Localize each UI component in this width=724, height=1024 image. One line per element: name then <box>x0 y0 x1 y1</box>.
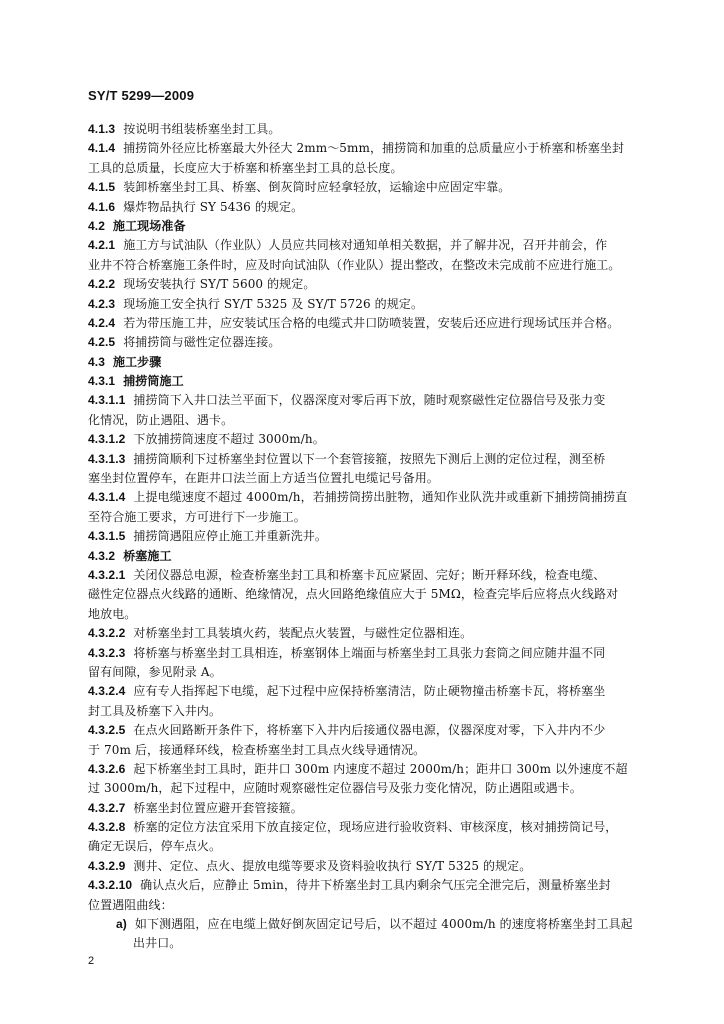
text-line <box>88 876 656 895</box>
text-line <box>88 566 656 585</box>
clause-text: 工具的总质量，长度应大于桥塞和桥塞坐封工具的总长度。 <box>88 160 403 175</box>
section-title: 桥塞施工 <box>123 548 172 563</box>
clause-text: 装卸桥塞坐封工具、桥塞、倒灰筒时应轻拿轻放，运输途中应固定牢靠。 <box>123 180 511 195</box>
clause-text: 在点火回路断开条件下，将桥塞下入井内后接通仪器电源，仪器深度对零，下入井内不少 <box>133 723 606 738</box>
text-line <box>88 488 656 507</box>
clause-number: 4.2 <box>88 218 105 233</box>
section-title: 施工现场准备 <box>112 218 186 233</box>
clause-text: 捕捞筒外径应比桥塞最大外径大 2mm～5mm，捕捞筒和加重的总质量应小于桥塞和桥塞坐封 <box>123 141 625 156</box>
text-line <box>88 391 656 410</box>
text-line <box>88 508 656 527</box>
clause-number: 4.3.1.2 <box>88 432 126 447</box>
clause-text: 测井、定位、点火、提放电缆等要求及资料验收执行 SY/T 5325 的规定。 <box>133 858 532 873</box>
clause-number: 4.3.2.6 <box>88 761 126 776</box>
text-line <box>88 779 656 798</box>
clause-number: 4.2.4 <box>88 315 116 330</box>
clause-text: 施工方与试油队（作业队）人员应共同核对通知单相关数据，并了解井况，召开井前会，作 <box>123 238 608 253</box>
text-line <box>88 527 656 546</box>
text-line <box>88 295 656 314</box>
clause-text: 将桥塞与桥塞坐封工具相连，桥塞钢体上端面与桥塞坐封工具张力套筒之间应随井温不同 <box>133 645 606 660</box>
clause-number: 4.2.1 <box>88 238 116 253</box>
clause-text: 塞坐封位置停车，在距井口法兰面上方适当位置扎电缆记号备用。 <box>88 471 439 486</box>
text-line <box>88 139 656 158</box>
clause-number: 4.3.2.3 <box>88 645 126 660</box>
standard-code-header: SY/T 5299—2009 <box>88 88 195 103</box>
clause-text: 起下桥塞坐封工具时，距井口 300m 内速度不超过 2000m/h；距井口 300m 以外速度不超 <box>133 761 628 776</box>
text-line <box>88 663 656 682</box>
clause-text: 业井不符合桥塞施工条件时，应及时向试油队（作业队）提出整改，在整改未完成前不应进行施工。 <box>88 257 621 272</box>
text-line <box>88 702 656 721</box>
clause-number: 4.3.1.4 <box>88 490 126 505</box>
clause-text: 出井口。 <box>133 936 182 951</box>
text-line <box>88 450 656 469</box>
text-line <box>88 585 656 604</box>
clause-number: 4.1.4 <box>88 141 116 156</box>
section-title: 捕捞筒施工 <box>123 374 184 389</box>
clause-number: 4.2.5 <box>88 335 116 350</box>
clause-text: 将捕捞筒与磁性定位器连接。 <box>123 335 281 350</box>
section-title: 施工步骤 <box>112 354 162 369</box>
clause-number: 4.3.2.7 <box>88 800 126 815</box>
clause-text: 确定无误后，停车点火。 <box>88 839 222 854</box>
clause-text: 地放电。 <box>88 606 137 621</box>
text-line <box>88 411 656 430</box>
text-line <box>88 896 656 915</box>
section-heading <box>88 353 656 372</box>
clause-text: 至符合施工要求，方可进行下一步施工。 <box>88 509 306 524</box>
clause-number: 4.3.2.4 <box>88 684 126 699</box>
clause-text: 位置遇阻曲线： <box>88 897 173 912</box>
clause-text: 如下测遇阻，应在电缆上做好倒灰固定记号后，以不超过 4000m/h 的速度将桥塞坐封工具起 <box>134 917 633 932</box>
clause-text: 化情况，防止遇阻、遇卡。 <box>88 412 234 427</box>
clause-number: 4.3.2.1 <box>88 567 126 582</box>
text-line <box>88 178 656 197</box>
text-line <box>88 430 656 449</box>
text-line <box>88 314 656 333</box>
clause-text: 过 3000m/h，起下过程中，应随时观察磁性定位器信号及张力变化情况，防止遇阻或遇卡。 <box>88 781 582 796</box>
text-line <box>88 837 656 856</box>
clause-number: 4.3.2.8 <box>88 820 126 835</box>
clause-number: a) <box>116 917 127 932</box>
clause-number: 4.3.1.1 <box>88 393 126 408</box>
clause-number: 4.3.1 <box>88 374 116 389</box>
text-line <box>88 818 656 837</box>
clause-number: 4.3.2.10 <box>88 878 133 893</box>
text-line <box>88 624 656 643</box>
clause-text: 对桥塞坐封工具装填火药，装配点火装置，与磁性定位器相连。 <box>133 626 473 641</box>
clause-text: 现场安装执行 SY/T 5600 的规定。 <box>123 277 316 292</box>
clause-number: 4.3.2.5 <box>88 723 126 738</box>
text-line <box>88 721 656 740</box>
clause-text: 封工具及桥塞下入井内。 <box>88 703 222 718</box>
clause-text: 磁性定位器点火线路的通断、绝缘情况，点火回路绝缘值应大于 5MΩ，检查完毕后应将点火线路对 <box>88 587 619 602</box>
clause-text: 若为带压施工井，应安装试压合格的电缆式井口防喷装置，安装后还应进行现场试压并合格。 <box>123 315 620 330</box>
section-heading <box>88 217 656 236</box>
clause-number: 4.3 <box>88 354 105 369</box>
text-line <box>88 120 656 139</box>
clause-number: 4.3.2 <box>88 548 116 563</box>
text-line <box>88 682 656 701</box>
clause-number: 4.1.6 <box>88 199 116 214</box>
text-line <box>88 760 656 779</box>
text-line <box>88 857 656 876</box>
text-line <box>88 799 656 818</box>
section-heading <box>88 372 656 391</box>
clause-number: 4.1.5 <box>88 180 116 195</box>
clause-text: 桥塞的定位方法宜采用下放直接定位，现场应进行验收资料、审核深度，核对捕捞筒记号， <box>133 820 618 835</box>
clause-text: 桥塞坐封位置应避开套管接箍。 <box>133 800 303 815</box>
text-line <box>88 159 656 178</box>
clause-text: 捕捞筒遇阻应停止施工并重新洗井。 <box>133 529 328 544</box>
text-line <box>88 915 656 934</box>
clause-text: 捕捞筒顺利下过桥塞坐封位置以下一个套管接箍，按照先下测后上测的定位过程，测至桥 <box>133 451 606 466</box>
text-line <box>88 605 656 624</box>
clause-text: 按说明书组装桥塞坐封工具。 <box>123 122 281 136</box>
text-line <box>88 741 656 760</box>
text-line <box>88 198 656 217</box>
clause-text: 上提电缆速度不超过 4000m/h，若捕捞筒捞出脏物，通知作业队洗井或重新下捕捞筒捕捞直 <box>133 490 628 505</box>
clause-text: 留有间隙，参见附录 A。 <box>88 664 222 679</box>
clause-text: 于 70m 后，接通释环线，检查桥塞坐封工具点火线导通情况。 <box>88 742 426 757</box>
text-line <box>88 934 656 953</box>
clause-number: 4.3.1.3 <box>88 451 126 466</box>
section-heading <box>88 547 656 566</box>
clause-text: 关闭仪器总电源，检查桥塞坐封工具和桥塞卡瓦应紧固、完好；断开释环线，检查电缆、 <box>133 567 606 582</box>
clause-text: 爆炸物品执行 SY 5436 的规定。 <box>123 199 304 214</box>
clause-text: 确认点火后，应静止 5min，待井下桥塞坐封工具内剩余气压完全泄完后，测量桥塞坐封 <box>140 878 611 893</box>
text-line <box>88 236 656 255</box>
text-line <box>88 644 656 663</box>
clause-text: 捕捞筒下入井口法兰平面下，仪器深度对零后再下放，随时观察磁性定位器信号及张力变 <box>133 393 606 408</box>
text-line <box>88 469 656 488</box>
text-line <box>88 256 656 275</box>
clause-number: 4.1.3 <box>88 122 116 136</box>
clause-number: 4.3.2.9 <box>88 858 126 873</box>
clause-number: 4.2.2 <box>88 277 116 292</box>
text-line <box>88 333 656 352</box>
clause-number: 4.3.2.2 <box>88 626 126 641</box>
document-body <box>88 120 656 954</box>
clause-number: 4.2.3 <box>88 296 116 311</box>
page-number: 2 <box>88 955 95 967</box>
text-line <box>88 275 656 294</box>
clause-text: 应有专人指挥起下电缆，起下过程中应保持桥塞清洁，防止硬物撞击桥塞卡瓦，将桥塞坐 <box>133 684 606 699</box>
clause-text: 下放捕捞筒速度不超过 3000m/h。 <box>133 432 325 447</box>
clause-text: 现场施工安全执行 SY/T 5325 及 SY/T 5726 的规定。 <box>123 296 424 311</box>
clause-number: 4.3.1.5 <box>88 529 126 544</box>
